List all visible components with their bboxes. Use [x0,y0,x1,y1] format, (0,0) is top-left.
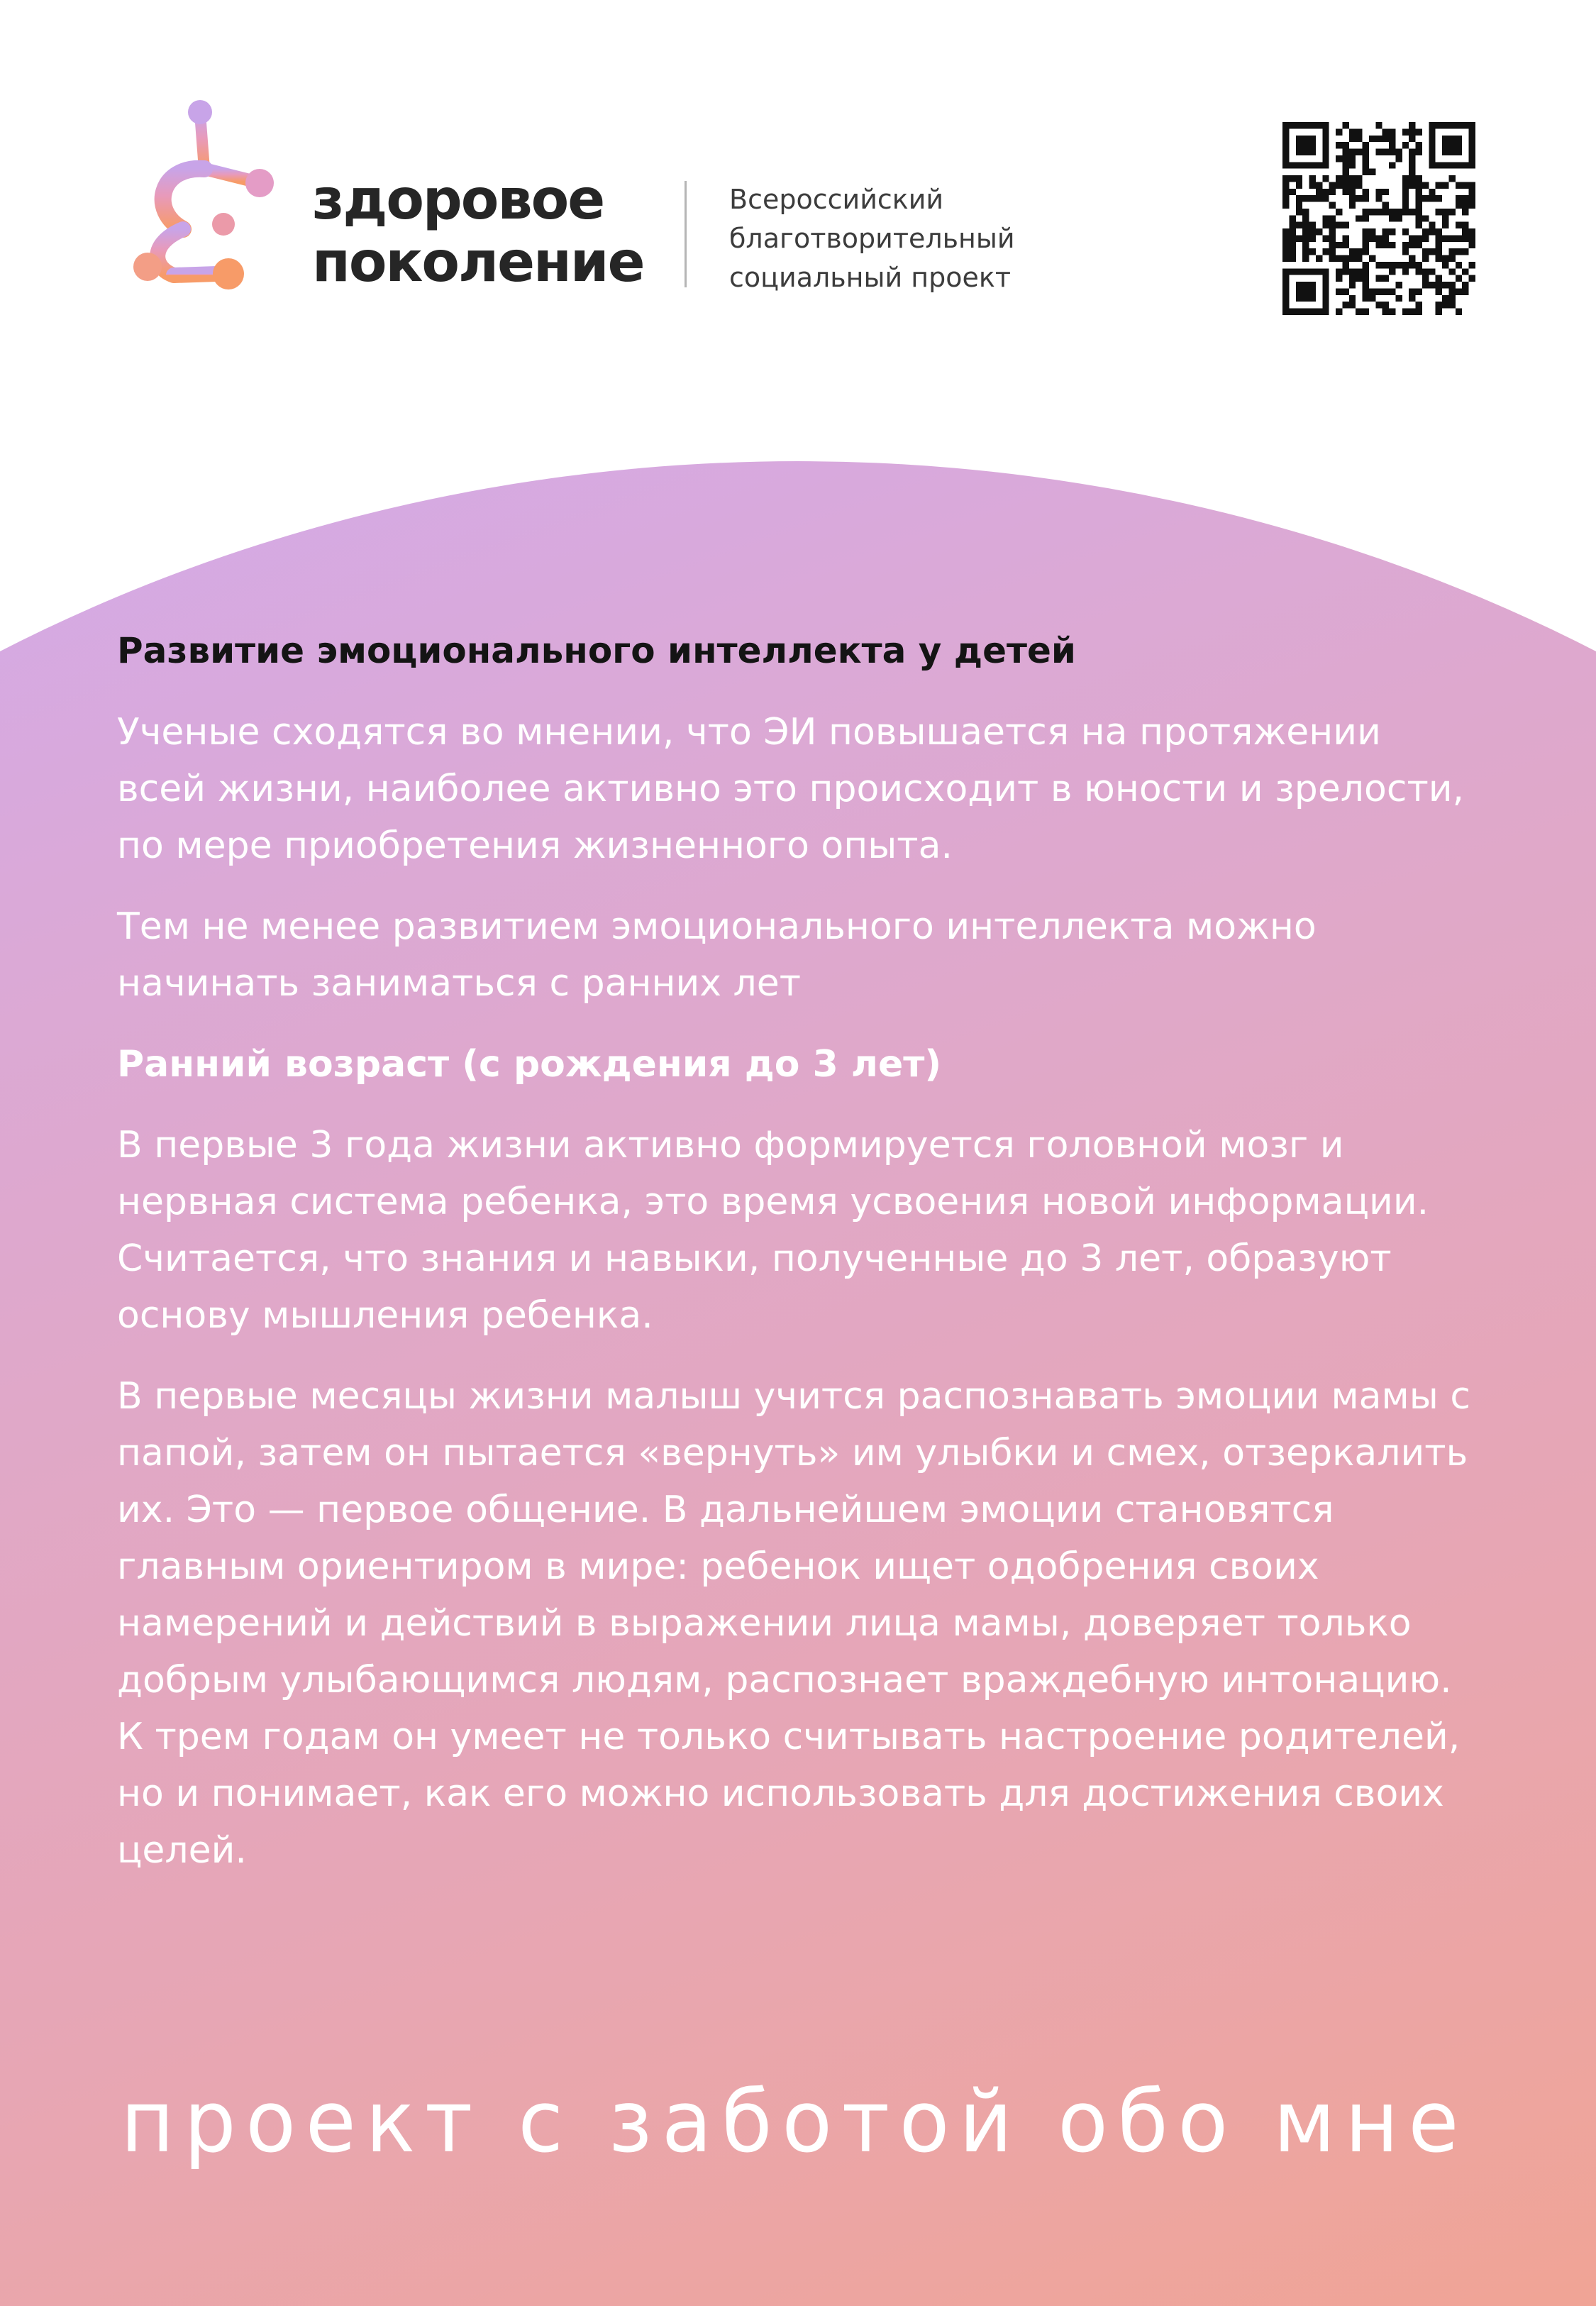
slogan-text: проект с заботой обо мне [121,2073,1468,2172]
subheading-early-age: Ранний возраст (с рождения до 3 лет) [117,1043,942,1086]
molecule-logo-icon [121,98,284,293]
footer-slogan [121,2072,1483,2178]
section-title: Развитие эмоционального интеллекта у детей [117,630,1076,671]
header-divider [685,181,687,287]
project-description-line1: Всероссийский [729,184,944,215]
brand-name [312,169,643,294]
paragraph-first-months: В первые месяцы жизни малыш учится распознавать эмоции мамы с папой, затем он пытается «вернуть» им улыбки и смех, отзеркалить их. Это — первое общение. В дальнейшем эмоции становятся главным ориентиром в мире: ребенок ищет одобрения своих намерений и действий в выражении лица мамы, доверяет только добрым улыбающимся людям, распознает враждебную интонацию. К трем годам он умеет не только считывать настроение родителей, но и понимает, как его можно использовать для достижения своих целей. [117,1375,1470,1872]
project-description [729,180,1015,297]
paragraph-early-start: Тем не менее развитием эмоционального интеллекта можно начинать заниматься с ранних лет [117,905,1317,1005]
brand-name-line2: поколение [312,231,644,294]
paragraph-lifelong-ei: Ученые сходятся во мнении, что ЭИ повышается на протяжении всей жизни, наиболее активно это происходит в юности и зрелости, по мере приобретения жизненного опыта. [117,711,1465,867]
article [117,624,1479,1903]
project-description-line3: социальный проект [729,262,1011,293]
paragraph-brain-development: В первые 3 года жизни активно формируется головной мозг и нервная система ребенка, это время усвоения новой информации. Считается, что знания и навыки, полученные до 3 лет, образуют основу мышления ребенка. [117,1124,1429,1337]
qr-code-icon[interactable] [1282,122,1475,315]
project-description-line2: благотворительный [729,223,1015,254]
brand-name-line1: здоровое [312,168,604,232]
